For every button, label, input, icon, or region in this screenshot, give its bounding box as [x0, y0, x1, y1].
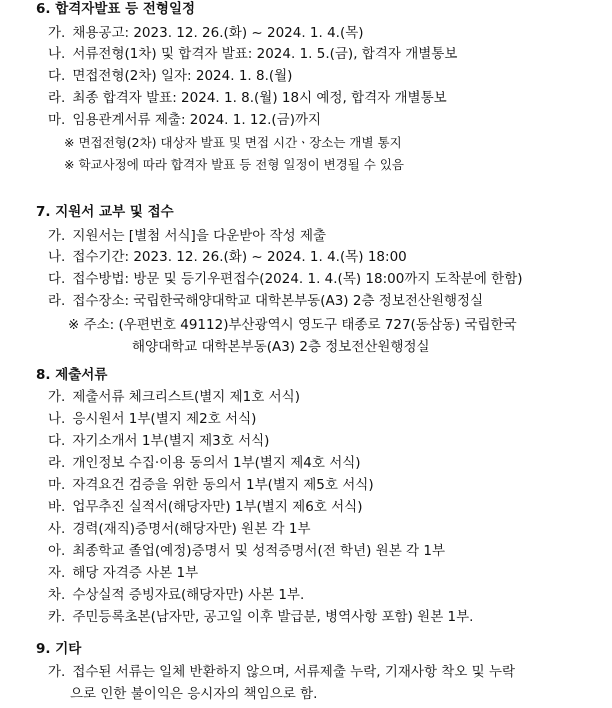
list-item: 라. 최종 합격자 발표: 2024. 1. 8.(월) 18시 예정, 합격자 개별통보 [48, 90, 447, 106]
list-item: 카. 주민등록초본(남자만, 공고일 이후 발급분, 병역사항 포함) 원본 1부. [48, 609, 474, 625]
list-item: 라. 접수장소: 국립한국해양대학교 대학본부동(A3) 2층 정보전산원행정실 [48, 293, 484, 309]
list-item: 마. 자격요건 검증을 위한 동의서 1부(별지 제5호 서식) [48, 477, 374, 493]
section-heading-documents: 8. 제출서류 [36, 367, 108, 383]
list-item: 자. 해당 자격증 사본 1부 [48, 565, 199, 581]
list-item: 바. 업무추진 실적서(해당자만) 1부(별지 제6호 서식) [48, 499, 363, 515]
list-item-continued: 으로 인한 불이익은 응시자의 책임으로 함. [70, 686, 318, 702]
list-item: 사. 경력(재직)증명서(해당자만) 원본 각 1부 [48, 521, 311, 537]
list-item: 가. 채용공고: 2023. 12. 26.(화) ~ 2024. 1. 4.(목) [48, 25, 364, 41]
note-item: ※ 면접전형(2차) 대상자 발표 및 면접 시간ㆍ장소는 개별 통지 [64, 135, 402, 150]
list-item: 가. 접수된 서류는 일체 반환하지 않으며, 서류제출 누락, 기재사항 착오 및 누락 [48, 664, 516, 680]
address-note: ※ 주소: (우편번호 49112)부산광역시 영도구 태종로 727(동삼동) 국립한국 [68, 317, 517, 333]
section-heading-schedule: 6. 합격자발표 등 전형일정 [36, 1, 196, 17]
note-item: ※ 학교사정에 따라 합격자 발표 등 전형 일정이 변경될 수 있음 [64, 157, 405, 172]
list-item: 아. 최종학교 졸업(예정)증명서 및 성적증명서(전 학년) 원본 각 1부 [48, 543, 446, 559]
list-item: 나. 접수기간: 2023. 12. 26.(화) ~ 2024. 1. 4.(목) 18:00 [48, 249, 407, 265]
list-item: 마. 임용관계서류 제출: 2024. 1. 12.(금)까지 [48, 112, 322, 128]
list-item: 가. 제출서류 체크리스트(별지 제1호 서식) [48, 389, 300, 405]
list-item: 라. 개인정보 수집·이용 동의서 1부(별지 제4호 서식) [48, 455, 361, 471]
section-heading-application: 7. 지원서 교부 및 접수 [36, 204, 174, 220]
section-heading-other: 9. 기타 [36, 641, 82, 657]
list-item: 다. 면접전형(2차) 일자: 2024. 1. 8.(월) [48, 68, 293, 84]
list-item: 다. 자기소개서 1부(별지 제3호 서식) [48, 433, 270, 449]
list-item: 나. 서류전형(1차) 및 합격자 발표: 2024. 1. 5.(금), 합격자 개별통보 [48, 46, 458, 62]
address-note-continued: 해양대학교 대학본부동(A3) 2층 정보전산원행정실 [132, 339, 430, 355]
list-item: 차. 수상실적 증빙자료(해당자만) 사본 1부. [48, 587, 305, 603]
list-item: 가. 지원서는 [별첨 서식]을 다운받아 작성 제출 [48, 228, 327, 244]
list-item: 다. 접수방법: 방문 및 등기우편접수(2024. 1. 4.(목) 18:00까지 도착분에 한함) [48, 271, 523, 287]
list-item: 나. 응시원서 1부(별지 제2호 서식) [48, 411, 257, 427]
